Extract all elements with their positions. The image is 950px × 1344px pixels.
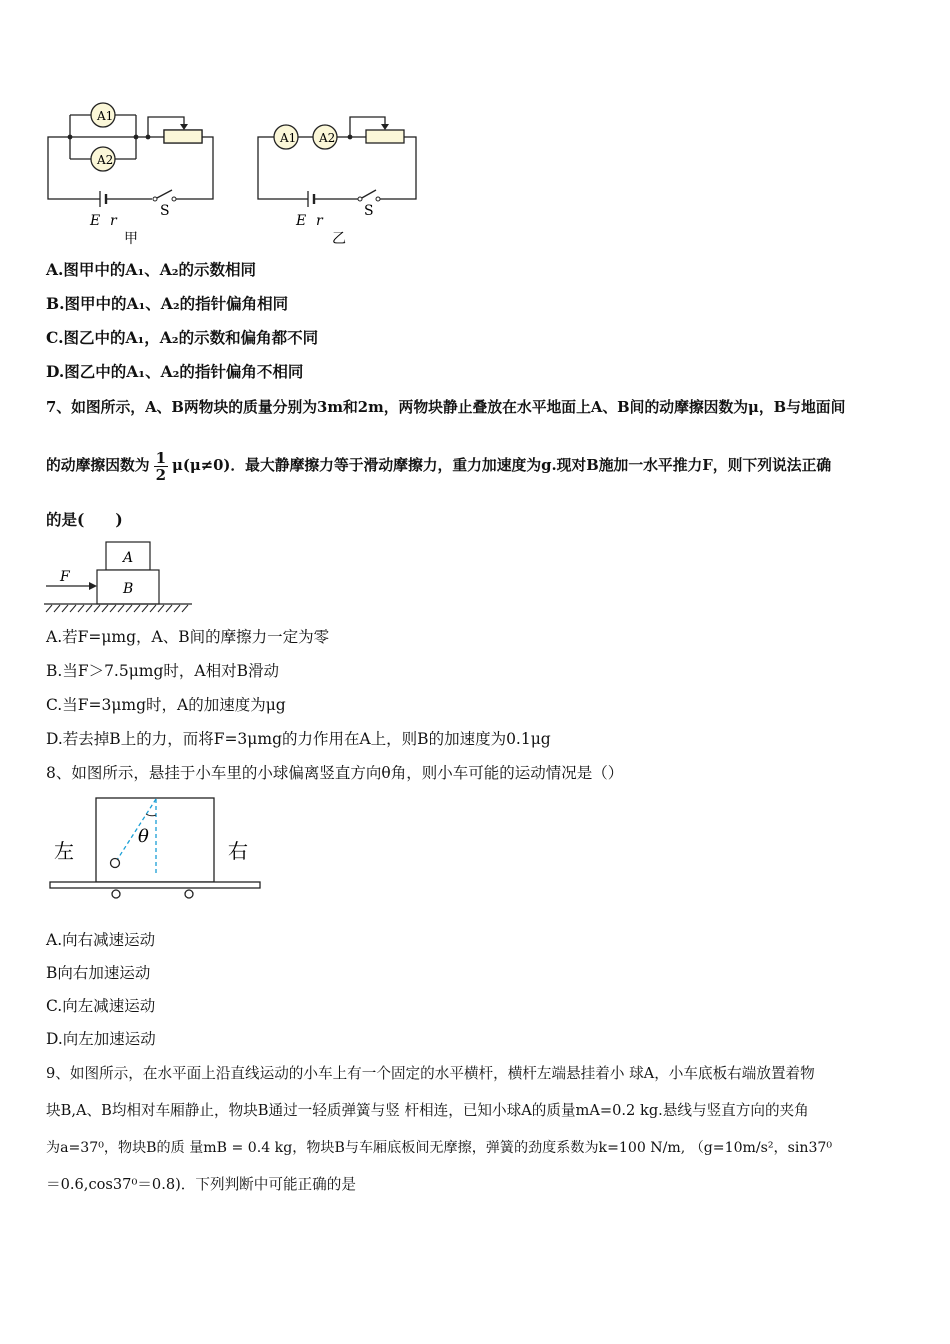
circuit-figure [40, 95, 440, 255]
q9-stem-line2: 块B,A、B均相对车厢静止，物块B通过一轻质弹簧与竖 杆相连，已知小球A的质量mA=0.2 kg.悬线与竖直方向的夹角 [46, 1102, 809, 1119]
q8-stem: 8、如图所示，悬挂于小车里的小球偏离竖直方向θ角，则小车可能的运动情况是（） [46, 764, 624, 782]
label-a2-left: A2 [97, 153, 114, 167]
q9-stem-line3: 为a=37⁰，物块B的质 量mB = 0.4 kg，物块B与车厢底板间无摩擦，弹簧的劲度系数为k=100 N/m, （g=10m/s²，sin37⁰ [46, 1140, 833, 1156]
q7-option-a: A.若F=μmg，A、B间的摩擦力一定为零 [46, 628, 330, 646]
block-b-label: B [123, 581, 134, 597]
label-e-right: E [296, 213, 307, 229]
force-arrow-icon [46, 582, 97, 590]
label-a2-right: A2 [319, 131, 336, 145]
q7-stem-line1: 7、如图所示，A、B两物块的质量分别为3m和2m，两物块静止叠放在水平地面上A、B间的动摩擦因数为μ，B与地面间 [46, 399, 846, 416]
q8-option-a: A.向右减速运动 [46, 931, 156, 949]
q8-option-b: B向右加速运动 [46, 964, 151, 982]
q7-frac-den: 2 [155, 465, 167, 484]
q7-option-d: D.若去掉B上的力，而将F=3μmg的力作用在A上，则B的加速度为0.1μg [46, 730, 551, 748]
q7-option-c: C.当F=3μmg时，A的加速度为μg [46, 696, 286, 714]
q7-stem-line2-post: μ(μ≠0)．最大静摩擦力等于滑动摩擦力，重力加速度为g.现对B施加一水平推力F，则下列说法正确 [172, 457, 832, 474]
caption-yi: 乙 [332, 231, 346, 247]
label-e-left: E [90, 213, 101, 229]
label-s-left: S [160, 203, 170, 219]
q7-stem-line2 [46, 448, 831, 484]
label-a1-left: A1 [97, 109, 114, 123]
ball-icon [111, 859, 120, 868]
q7-stem-line2-pre: 的动摩擦因数为 [46, 457, 150, 474]
q7-fraction [154, 450, 168, 483]
label-a1-right: A1 [280, 131, 297, 145]
wheel-right-icon [185, 890, 193, 898]
right-label: 右 [228, 839, 248, 863]
force-label: F [60, 569, 70, 585]
q6-option-c: C.图乙中的A₁，A₂的示数和偏角都不同 [46, 328, 319, 347]
label-r-right: r [316, 213, 323, 229]
label-s-right: S [364, 203, 374, 219]
q7-stem-line3: 的是( ) [46, 510, 123, 529]
q6-option-a: A.图甲中的A₁、A₂的示数相同 [46, 260, 257, 279]
blocks-figure [40, 538, 200, 616]
q7-frac-num: 1 [155, 448, 167, 467]
q8-option-c: C.向左减速运动 [46, 997, 156, 1015]
caption-jia: 甲 [124, 231, 138, 247]
angle-theta-label: θ [138, 826, 149, 847]
q7-option-b: B.当F＞7.5μmg时，A相对B滑动 [46, 662, 280, 680]
q9-stem-line1: 9、如图所示，在水平面上沿直线运动的小车上有一个固定的水平横杆，横杆左端悬挂着小 球A，小车底板右端放置着物 [46, 1065, 815, 1082]
block-a-label: A [123, 550, 134, 566]
q8-option-d: D.向左加速运动 [46, 1030, 156, 1048]
cart-figure [44, 794, 266, 902]
label-r-left: r [110, 213, 117, 229]
q6-option-d: D.图乙中的A₁、A₂的指针偏角不相同 [46, 362, 304, 381]
wheel-left-icon [112, 890, 120, 898]
left-label: 左 [54, 839, 74, 863]
q6-option-b: B.图甲中的A₁、A₂的指针偏角相同 [46, 294, 289, 313]
q9-stem-line4: ＝0.6,cos37⁰＝0.8)．下列判断中可能正确的是 [46, 1176, 356, 1193]
